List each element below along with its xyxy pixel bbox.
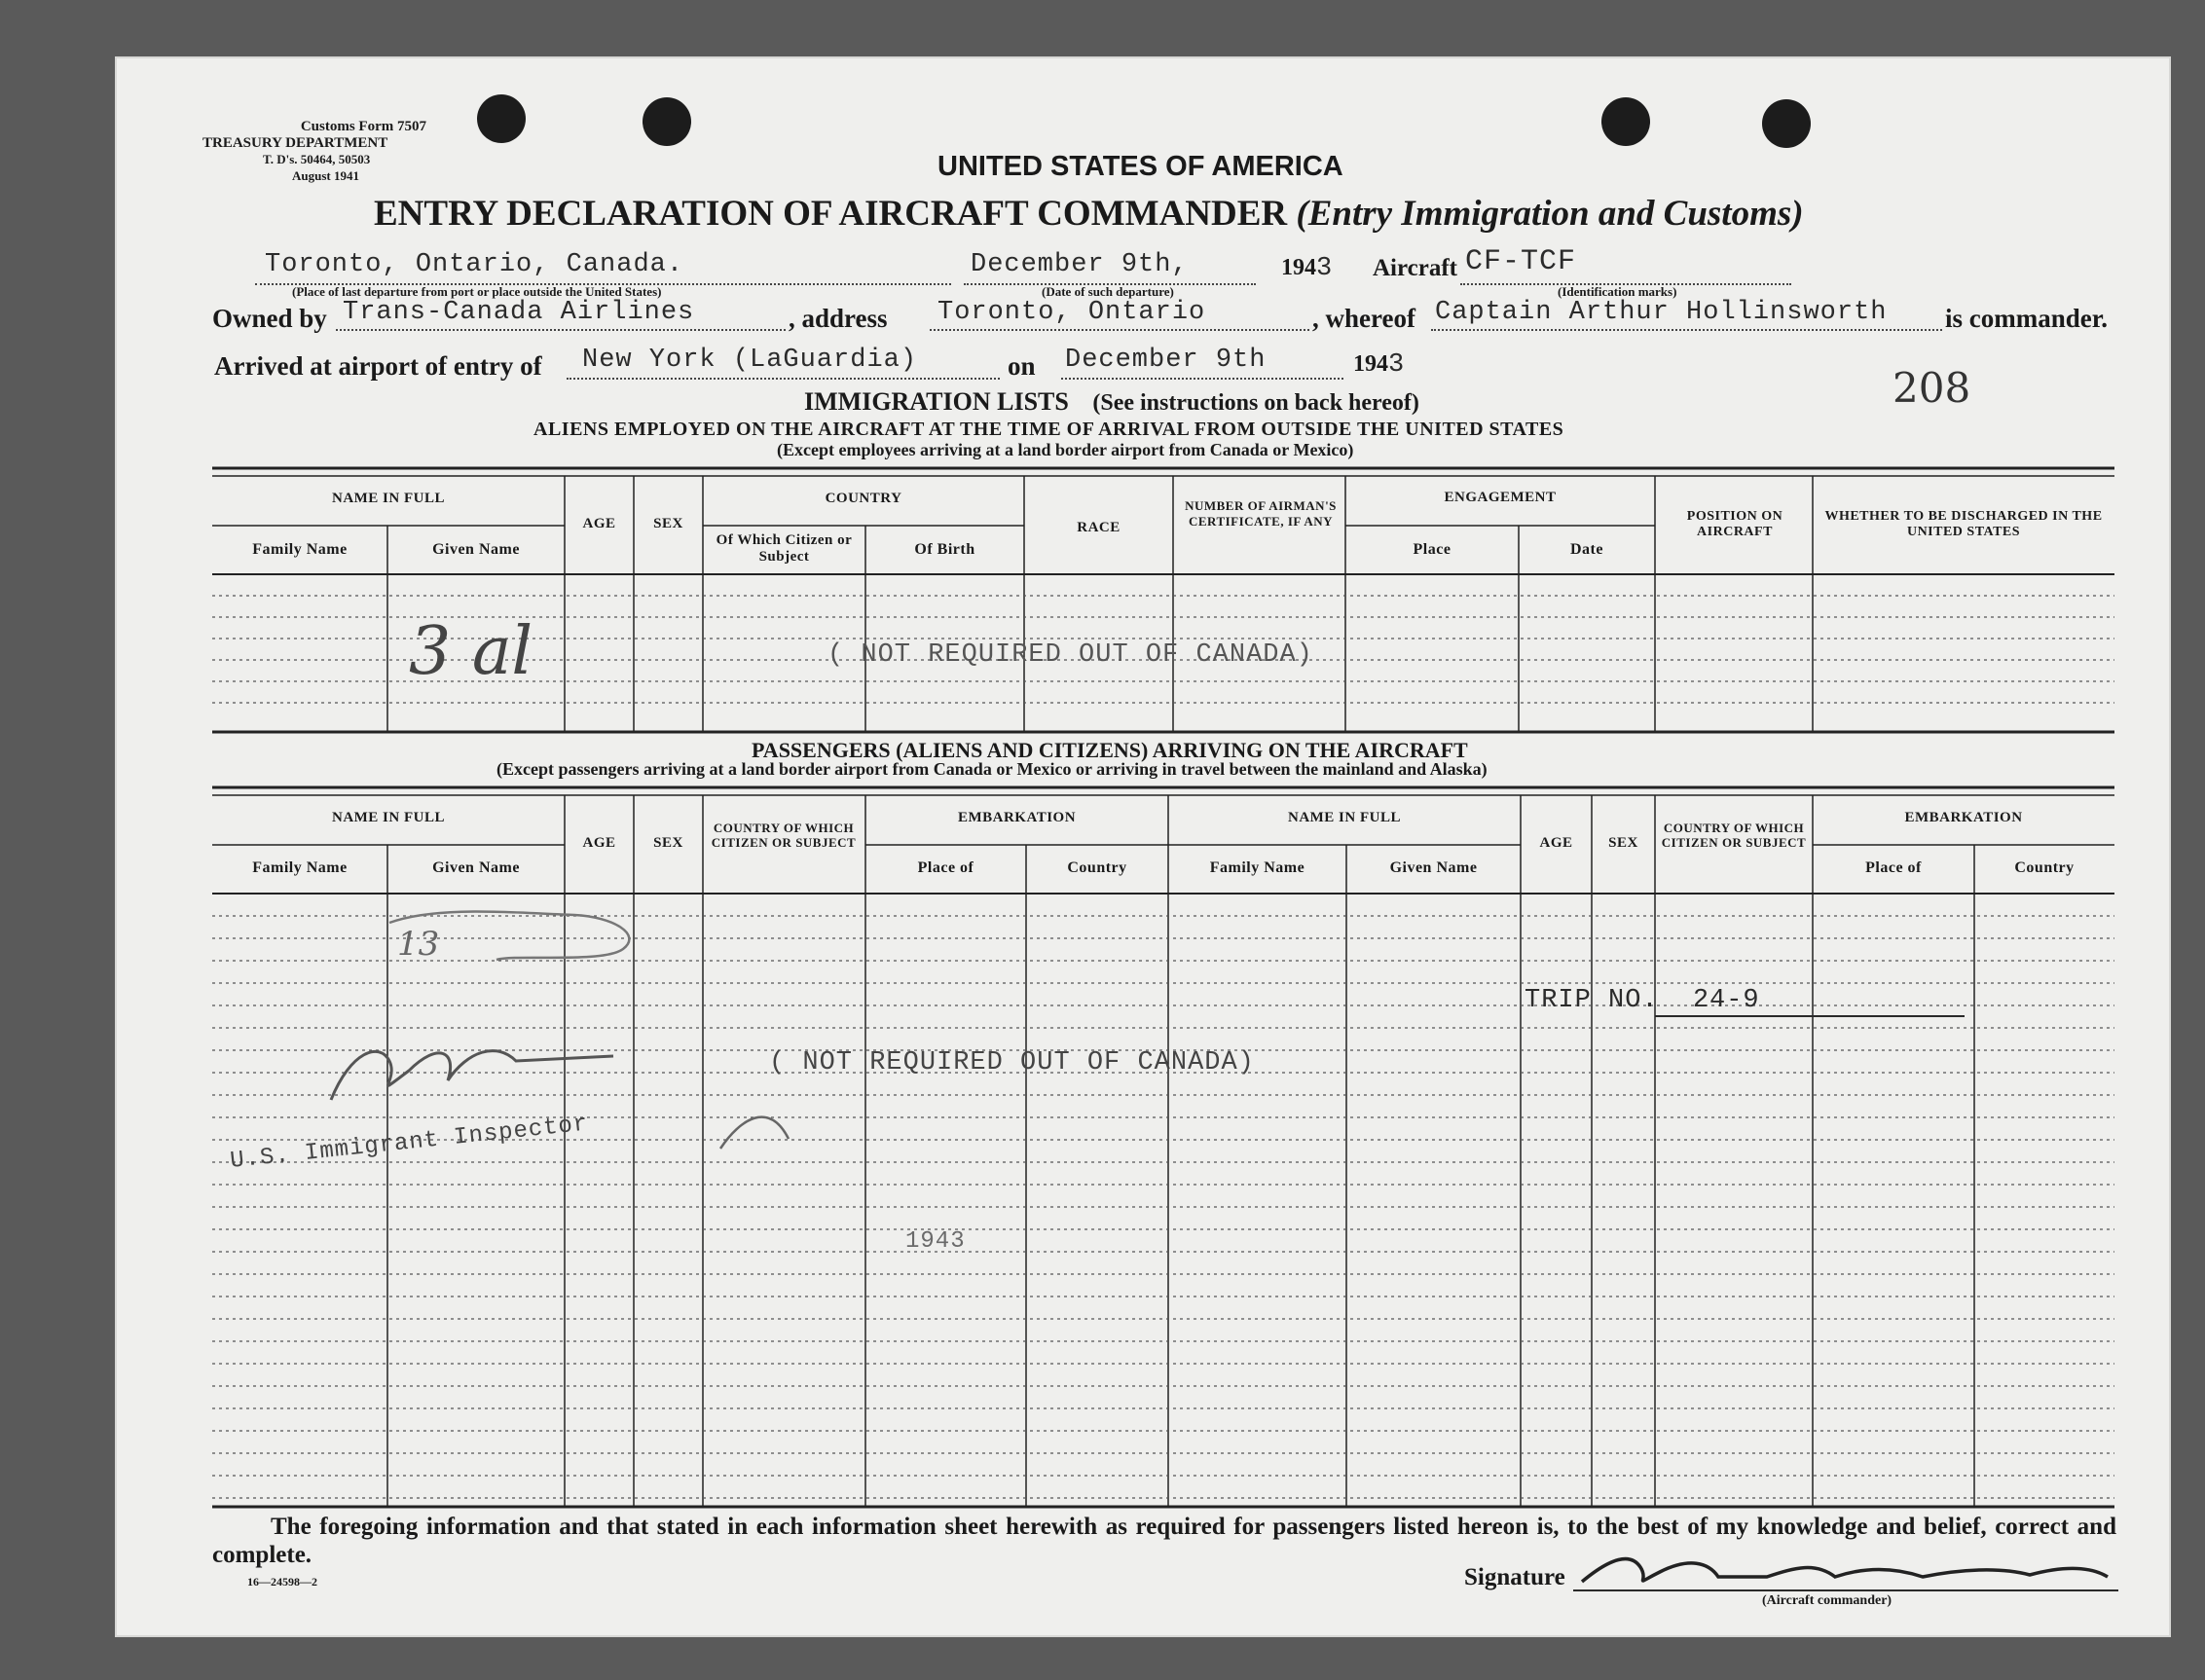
- commander-signature: [1572, 1538, 2117, 1596]
- date-stamp: 1943: [905, 1228, 966, 1255]
- arrived-label: Arrived at airport of entry of: [214, 351, 542, 381]
- trip-number: [1525, 986, 1760, 1015]
- pax-col-given-name: Given Name: [432, 859, 520, 876]
- last-departure-value: Toronto, Ontario, Canada.: [265, 250, 684, 279]
- immigration-heading-title: IMMIGRATION LISTS: [804, 387, 1069, 416]
- pax-col-place-of: Place of: [917, 859, 974, 876]
- address-value: Toronto, Ontario: [937, 298, 1206, 327]
- owned-by-label: Owned by: [212, 304, 327, 333]
- immigrant-inspector-stamp: U.S. Immigrant Inspector: [229, 1111, 590, 1175]
- pax-col-family-name-2: Family Name: [1209, 859, 1305, 876]
- aliens-heading: ALIENS EMPLOYED ON THE AIRCRAFT AT THE TIME OF ARRIVAL FROM OUTSIDE THE UNITED STATES: [533, 419, 1564, 440]
- signature-caption: (Aircraft commander): [1762, 1593, 1893, 1608]
- pax-col-family-name: Family Name: [252, 859, 348, 876]
- inspector-signature-scribble: [321, 895, 808, 1207]
- col-position: POSITION ON AIRCRAFT: [1686, 509, 1783, 539]
- pax-col-country-2: Country: [2014, 859, 2075, 876]
- col-country: COUNTRY: [825, 491, 902, 506]
- whereof-label: , whereof: [1312, 304, 1415, 333]
- passengers-note: (Except passengers arriving at a land border airport from Canada or Mexico or arriving in travel between the mainland and Alaska): [496, 759, 1488, 779]
- col-citizen-of: Of Which Citizen or Subject: [716, 532, 853, 565]
- passengers-heading: PASSENGERS (ALIENS AND CITIZENS) ARRIVING ON THE AIRCRAFT: [752, 738, 1468, 762]
- title-sub: (Entry Immigration and Customs): [1296, 194, 1804, 234]
- col-family-name: Family Name: [252, 541, 348, 558]
- col-race: RACE: [1077, 520, 1121, 535]
- pax-col-citizen-of-2: COUNTRY OF WHICH CITIZEN OR SUBJECT: [1661, 821, 1807, 850]
- aircraft-label: Aircraft: [1373, 255, 1457, 281]
- arrival-year-prefix: 194: [1353, 351, 1388, 377]
- form-date: August 1941: [292, 168, 359, 183]
- col-place: Place: [1413, 541, 1452, 558]
- form-code: 16—24598—2: [247, 1575, 317, 1589]
- aircraft-marks-value: CF-TCF: [1465, 245, 1577, 278]
- tds: T. D's. 50464, 50503: [263, 152, 371, 166]
- col-age: AGE: [582, 516, 616, 531]
- departure-date-caption: (Date of such departure): [1042, 284, 1174, 299]
- trip-value: 24-9: [1692, 986, 1760, 1015]
- pax-col-age: AGE: [582, 835, 616, 851]
- aircraft-caption: (Identification marks): [1558, 284, 1677, 299]
- col-name-in-full: NAME IN FULL: [331, 491, 445, 506]
- handwritten-13: 13: [397, 925, 440, 964]
- pax-col-given-name-2: Given Name: [1389, 859, 1478, 876]
- declaration-text: The foregoing information and that stated in each information sheet herewith as required for passengers listed hereon is, to the best of my knowledge and belief, correct and complete.: [212, 1514, 2116, 1568]
- title-main: ENTRY DECLARATION OF AIRCRAFT COMMANDER: [374, 194, 1288, 234]
- pax-col-name-in-full: NAME IN FULL: [331, 810, 445, 825]
- commander-suffix: is commander.: [1945, 304, 2108, 333]
- commander-value: Captain Arthur Hollinsworth: [1435, 298, 1888, 327]
- departure-year-digit: 3: [1316, 254, 1334, 283]
- pax-col-age-2: AGE: [1539, 835, 1573, 851]
- aliens-not-required-stamp: ( NOT REQUIRED OUT OF CANADA): [827, 640, 1313, 670]
- pax-col-name-in-full-2: NAME IN FULL: [1287, 810, 1401, 825]
- arrival-year-digit: 3: [1388, 350, 1406, 380]
- departure-date-value: December 9th,: [971, 250, 1189, 279]
- aliens-note: (Except employees arriving at a land border airport from Canada or Mexico): [777, 440, 1354, 459]
- trip-underline: [1655, 1015, 1965, 1017]
- arrival-airport-value: New York (LaGuardia): [582, 346, 918, 375]
- department: TREASURY DEPARTMENT: [202, 135, 388, 151]
- col-date: Date: [1570, 541, 1603, 558]
- owner-value: Trans-Canada Airlines: [343, 298, 695, 327]
- col-engagement: ENGAGEMENT: [1444, 490, 1557, 505]
- col-certificate: NUMBER OF AIRMAN'S CERTIFICATE, IF ANY: [1185, 498, 1337, 529]
- last-departure-caption: (Place of last departure from port or place outside the United States): [292, 284, 662, 299]
- pax-col-sex-2: SEX: [1608, 835, 1638, 851]
- pax-col-citizen-of: COUNTRY OF WHICH CITIZEN OR SUBJECT: [711, 821, 857, 850]
- country-title: UNITED STATES OF AMERICA: [937, 151, 1343, 182]
- col-given-name: Given Name: [432, 541, 520, 558]
- departure-year-prefix: 194: [1281, 255, 1316, 280]
- address-label: , address: [789, 304, 888, 333]
- pax-col-embarkation: EMBARKATION: [957, 810, 1077, 825]
- col-of-birth: Of Birth: [914, 541, 975, 558]
- trip-label: TRIP NO.: [1525, 986, 1659, 1015]
- signature-label: Signature: [1464, 1564, 1565, 1590]
- form-id: Customs Form 7507: [300, 119, 426, 134]
- col-sex: SEX: [653, 516, 683, 531]
- stamp-number: 208: [1893, 364, 1971, 412]
- aliens-handwritten-note: 3 al: [409, 613, 533, 690]
- immigration-heading-note: (See instructions on back hereof): [1092, 390, 1419, 416]
- passengers-not-required-stamp: ( NOT REQUIRED OUT OF CANADA): [769, 1048, 1255, 1077]
- pax-col-place-of-2: Place of: [1865, 859, 1922, 876]
- col-discharged: WHETHER TO BE DISCHARGED IN THE UNITED STATES: [1824, 509, 2103, 539]
- pax-col-embarkation-2: EMBARKATION: [1904, 810, 2023, 825]
- pax-col-sex: SEX: [653, 835, 683, 851]
- arrival-date-value: December 9th: [1065, 346, 1267, 375]
- on-label: on: [1008, 351, 1036, 381]
- pax-col-country: Country: [1067, 859, 1127, 876]
